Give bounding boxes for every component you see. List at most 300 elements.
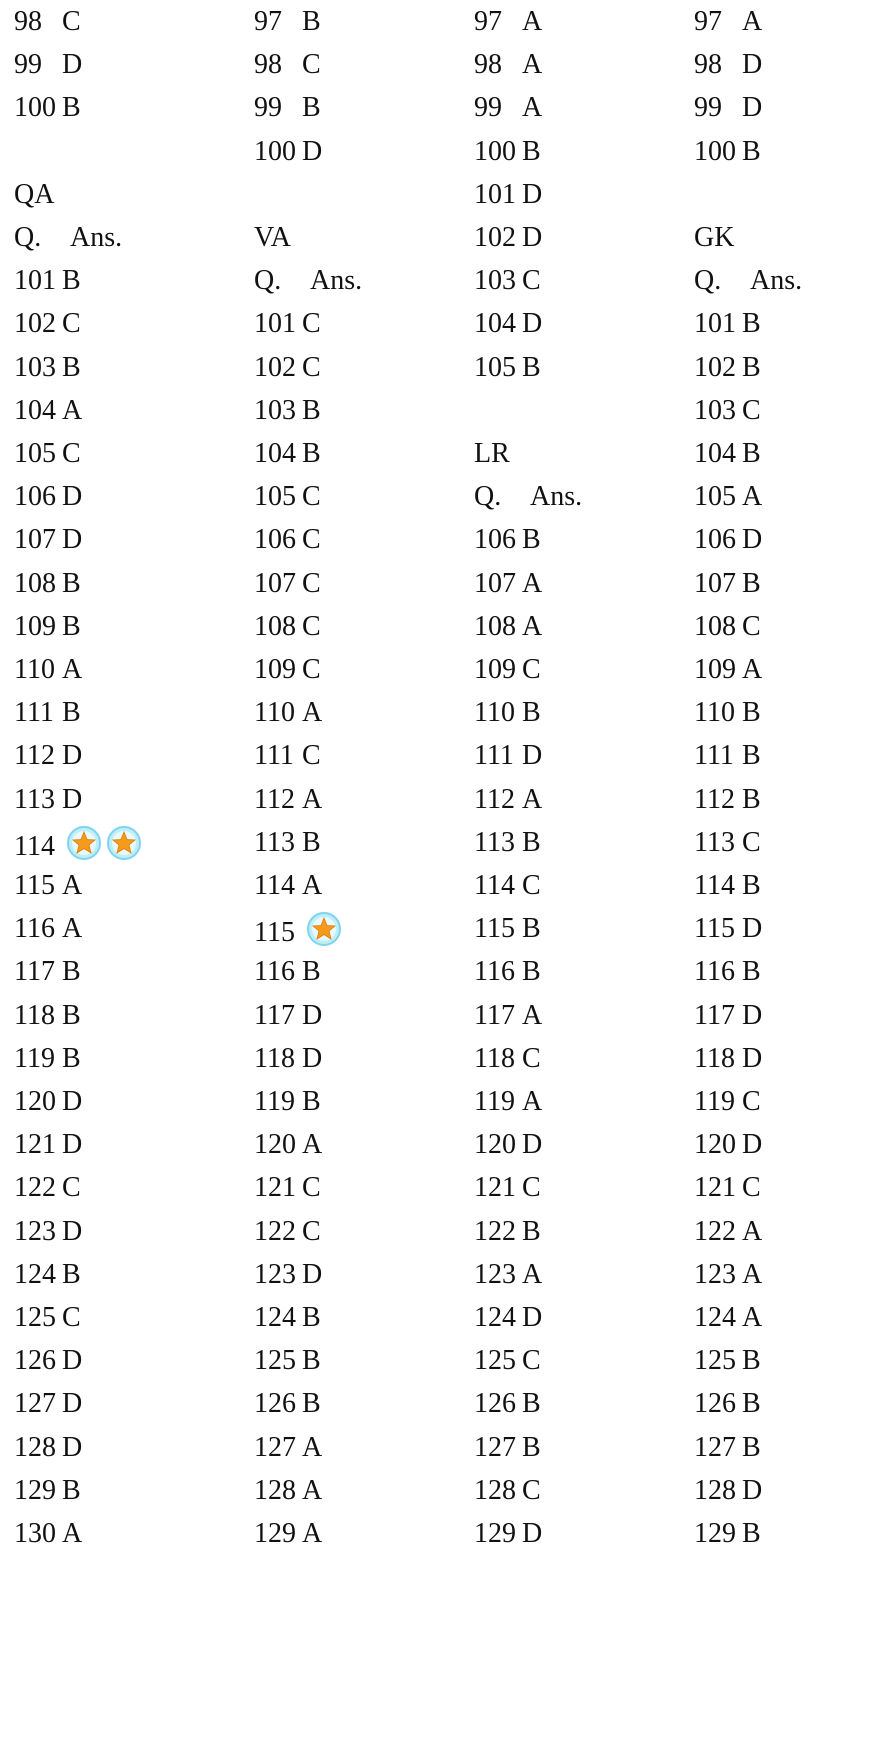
question-number: 126 — [14, 1345, 56, 1377]
answer-row — [254, 782, 322, 818]
answer-letter: B — [742, 697, 761, 729]
answer-row — [474, 738, 542, 774]
answer-row — [474, 47, 542, 83]
answer-header: Ans. — [310, 265, 363, 297]
question-number: 114 — [694, 870, 735, 901]
question-number: 102 — [694, 351, 736, 383]
answer-row — [254, 1473, 322, 1509]
answer-row — [254, 350, 321, 386]
answer-row — [14, 47, 82, 83]
column-header — [474, 479, 582, 515]
question-number: 109 — [14, 610, 56, 642]
answer-row — [694, 350, 761, 386]
answer-letter: B — [302, 92, 321, 124]
question-number: 104 — [14, 394, 56, 426]
answer-row — [474, 1257, 542, 1293]
answer-header: Ans. — [70, 222, 123, 253]
answer-row — [254, 522, 321, 558]
question-number: 101 — [694, 308, 736, 340]
answer-letter: B — [742, 1345, 761, 1377]
answer-row — [694, 1386, 761, 1422]
answer-row — [254, 4, 321, 40]
answer-row — [14, 1257, 81, 1293]
answer-letter: B — [62, 1258, 81, 1290]
answer-header: Ans. — [750, 265, 803, 297]
question-number: 115 — [474, 913, 515, 945]
answer-letter: A — [742, 1215, 763, 1247]
question-number: 109 — [254, 654, 296, 685]
answer-letter: B — [742, 1518, 761, 1549]
answer-letter: A — [742, 481, 763, 513]
answer-letter: C — [302, 610, 321, 642]
answer-row — [14, 1430, 82, 1466]
answer-row — [694, 47, 762, 83]
question-number: 104 — [474, 308, 516, 340]
answer-letter: B — [742, 351, 761, 383]
answer-letter: D — [522, 740, 543, 772]
question-number: 125 — [694, 1345, 736, 1377]
answer-row — [254, 47, 321, 83]
question-number: 117 — [14, 956, 55, 988]
answer-letter: D — [302, 999, 323, 1031]
question-number: 125 — [474, 1345, 516, 1377]
answer-letter: A — [742, 1258, 763, 1290]
question-number: 119 — [254, 1086, 295, 1117]
question-number: 105 — [474, 351, 516, 383]
answer-letter: A — [302, 783, 323, 815]
question-number: 129 — [14, 1474, 56, 1506]
question-number: 109 — [474, 654, 516, 685]
answer-letter: B — [742, 783, 761, 815]
answer-row — [254, 90, 321, 126]
answer-row — [254, 609, 321, 645]
question-number: 112 — [14, 740, 55, 772]
answer-letter: A — [522, 49, 543, 81]
question-number: 98 — [474, 49, 502, 81]
answer-letter: A — [302, 1518, 323, 1549]
question-number: 127 — [254, 1431, 296, 1463]
answer-row — [474, 1430, 541, 1466]
answer-letter: A — [62, 870, 83, 901]
answer-row — [14, 1473, 81, 1509]
question-number: 112 — [474, 783, 515, 815]
answer-letter: D — [62, 1129, 83, 1161]
answer-letter: D — [62, 1388, 83, 1420]
answer-letter: B — [522, 697, 541, 729]
answer-row — [14, 1170, 81, 1206]
answer-row — [14, 1343, 82, 1379]
question-number: 127 — [694, 1431, 736, 1463]
question-number: 125 — [14, 1302, 56, 1333]
question-number: 111 — [474, 740, 514, 772]
answer-letter: B — [522, 1215, 541, 1247]
answer-row — [694, 566, 761, 602]
answer-letter: D — [62, 524, 83, 556]
answer-letter: B — [522, 826, 541, 858]
answer-letter: B — [62, 1474, 81, 1506]
answer-row — [254, 998, 322, 1034]
answer-row — [694, 1041, 762, 1077]
question-number: 98 — [694, 49, 722, 81]
answer-letter: B — [742, 438, 761, 469]
answer-letter: C — [302, 308, 321, 340]
answer-row — [694, 1343, 761, 1379]
question-number: 105 — [694, 481, 736, 513]
answer-letter: A — [522, 92, 543, 124]
question-number: 116 — [14, 913, 55, 945]
answer-row — [14, 306, 81, 342]
answer-letter: C — [302, 1215, 321, 1247]
question-number: 120 — [254, 1129, 296, 1161]
question-number: 123 — [254, 1258, 296, 1290]
answer-row — [474, 90, 542, 126]
answer-letter: B — [62, 92, 81, 124]
answer-letter: D — [742, 1129, 763, 1161]
question-number: 122 — [254, 1215, 296, 1247]
question-number: 108 — [474, 610, 516, 642]
answer-letter: B — [742, 1388, 761, 1420]
answer-letter: B — [302, 826, 321, 858]
answer-letter: C — [302, 524, 321, 556]
answer-row — [254, 1343, 321, 1379]
question-number: 110 — [254, 697, 295, 729]
answer-row — [694, 695, 761, 731]
answer-letter: D — [62, 1345, 83, 1377]
answer-row — [254, 1041, 322, 1077]
answer-letter: B — [62, 610, 81, 642]
answer-row — [14, 1041, 81, 1077]
answer-letter: C — [522, 1042, 541, 1074]
question-number: 97 — [694, 6, 722, 37]
question-number: 129 — [254, 1518, 296, 1549]
question-number: 116 — [474, 956, 515, 988]
answer-row — [474, 566, 542, 602]
answer-letter: C — [742, 826, 761, 858]
question-number: 106 — [694, 524, 736, 556]
answer-letter: C — [522, 1345, 541, 1377]
answer-row — [474, 652, 541, 688]
question-number: 102 — [474, 222, 516, 253]
answer-letter: B — [302, 6, 321, 37]
answer-letter: C — [742, 610, 761, 642]
answer-row — [474, 134, 541, 170]
answer-letter: D — [742, 999, 763, 1031]
answer-letter: D — [742, 524, 763, 556]
answer-row — [474, 911, 541, 947]
answer-row — [694, 393, 761, 429]
question-number: 98 — [14, 6, 42, 37]
question-number: 124 — [474, 1302, 516, 1333]
answer-letter: C — [62, 308, 81, 340]
answer-letter: B — [742, 308, 761, 340]
answer-letter: D — [522, 222, 543, 253]
question-number: 100 — [694, 135, 736, 167]
answer-letter: B — [742, 567, 761, 599]
question-number: 128 — [14, 1431, 56, 1463]
answer-letter: C — [522, 870, 541, 901]
answer-letter: B — [62, 999, 81, 1031]
answer-row — [694, 782, 761, 818]
star-icon — [66, 825, 102, 861]
answer-letter: A — [62, 913, 83, 945]
question-number: 120 — [694, 1129, 736, 1161]
answer-row — [694, 998, 762, 1034]
answer-letter: A — [522, 567, 543, 599]
answer-letter: C — [302, 740, 321, 772]
question-header: Q. — [694, 265, 722, 297]
answer-letter: D — [62, 1431, 83, 1463]
answer-letter: D — [62, 481, 83, 513]
answer-letter: C — [62, 1302, 81, 1333]
answer-letter: B — [302, 1302, 321, 1333]
answer-row — [474, 825, 541, 861]
answer-letter: D — [522, 178, 543, 210]
section-label: VA — [254, 222, 291, 253]
question-number: 128 — [474, 1474, 516, 1506]
answer-row — [14, 1386, 82, 1422]
question-number: 106 — [254, 524, 296, 556]
answer-row — [254, 393, 321, 429]
answer-row — [474, 868, 541, 904]
answer-row — [14, 1127, 82, 1163]
answer-letter: A — [302, 1431, 323, 1463]
answer-letter: B — [522, 1431, 541, 1463]
question-number: 120 — [474, 1129, 516, 1161]
question-number: 118 — [694, 1042, 735, 1074]
answer-row — [14, 1516, 82, 1552]
answer-row — [254, 954, 321, 990]
answer-row — [14, 1084, 82, 1120]
answer-letter: B — [302, 956, 321, 988]
question-number: 113 — [14, 783, 55, 815]
answer-letter: D — [742, 1042, 763, 1074]
section-label: LR — [474, 438, 510, 469]
answer-row — [474, 1214, 541, 1250]
answer-letter: B — [302, 438, 321, 469]
question-number: 110 — [694, 697, 735, 729]
question-number: 114 — [14, 830, 55, 862]
question-number: 110 — [474, 697, 515, 729]
answer-letter: A — [522, 1086, 543, 1117]
question-number: 108 — [694, 610, 736, 642]
answer-row — [694, 825, 761, 861]
answer-letter: B — [302, 394, 321, 426]
answer-row — [474, 220, 542, 256]
answer-row — [474, 954, 541, 990]
question-number: 108 — [14, 567, 56, 599]
answer-letter: A — [302, 870, 323, 901]
answer-row — [14, 263, 81, 299]
answer-letter: A — [522, 610, 543, 642]
answer-letter: B — [742, 956, 761, 988]
answer-letter: C — [62, 438, 81, 469]
answer-row — [694, 1257, 762, 1293]
answer-row — [14, 436, 81, 472]
question-number: 119 — [694, 1086, 735, 1117]
question-number: 126 — [254, 1388, 296, 1420]
star-icon — [106, 825, 142, 861]
answer-letter: B — [522, 913, 541, 945]
answer-row — [254, 1430, 322, 1466]
question-number: 99 — [694, 92, 722, 124]
question-number: 121 — [254, 1172, 296, 1204]
answer-row — [14, 522, 82, 558]
answer-row — [694, 1430, 761, 1466]
answer-letter: D — [62, 1086, 83, 1117]
answer-row — [474, 1300, 542, 1336]
question-number: 121 — [694, 1172, 736, 1204]
question-number: 101 — [474, 178, 516, 210]
question-number: 113 — [474, 826, 515, 858]
answer-row — [694, 134, 761, 170]
answer-row — [694, 911, 762, 947]
answer-letter: C — [742, 1172, 761, 1204]
question-number: 111 — [694, 740, 734, 772]
answer-letter: C — [302, 567, 321, 599]
section-label: QA — [14, 178, 55, 210]
answer-letter: A — [62, 654, 83, 685]
question-number: 106 — [474, 524, 516, 556]
question-number: 102 — [14, 308, 56, 340]
answer-row — [474, 1127, 542, 1163]
answer-row — [694, 90, 762, 126]
question-number: 129 — [474, 1518, 516, 1549]
answer-letter: B — [522, 351, 541, 383]
answer-row — [694, 1300, 762, 1336]
question-number: 119 — [474, 1086, 515, 1117]
answer-letter: A — [742, 654, 763, 685]
question-number: 128 — [694, 1474, 736, 1506]
answer-letter: A — [302, 1474, 323, 1506]
answer-row — [14, 609, 81, 645]
question-number: 120 — [14, 1086, 56, 1117]
question-number: 107 — [694, 567, 736, 599]
answer-letter: A — [522, 999, 543, 1031]
question-number: 121 — [14, 1129, 56, 1161]
answer-row — [254, 1516, 322, 1552]
question-number: 104 — [254, 438, 296, 469]
answer-letter: D — [742, 1474, 763, 1506]
answer-letter: C — [742, 394, 761, 426]
answer-row — [694, 652, 762, 688]
question-number: 105 — [254, 481, 296, 513]
answer-header: Ans. — [530, 481, 583, 513]
answer-letter: A — [742, 6, 763, 37]
question-header: Q. — [474, 481, 502, 513]
question-number: 113 — [254, 826, 295, 858]
question-number: 123 — [14, 1215, 56, 1247]
answer-row — [694, 522, 762, 558]
answer-letter: B — [62, 697, 81, 729]
answer-letter: D — [522, 1302, 543, 1333]
answer-row — [694, 1127, 762, 1163]
answer-letter: C — [62, 1172, 81, 1204]
answer-row — [14, 868, 82, 904]
answer-row — [254, 1386, 321, 1422]
answer-row — [14, 998, 81, 1034]
answer-row — [254, 306, 321, 342]
question-number: 110 — [14, 654, 55, 685]
answer-letter: D — [302, 1042, 323, 1074]
answer-row — [254, 738, 321, 774]
answer-row — [14, 350, 81, 386]
answer-letter: D — [302, 135, 323, 167]
answer-row — [254, 868, 322, 904]
answer-row — [254, 1127, 322, 1163]
answer-row — [474, 177, 542, 213]
answer-row — [474, 782, 542, 818]
question-number: 127 — [14, 1388, 56, 1420]
answer-letter: B — [62, 956, 81, 988]
answer-row — [254, 1214, 321, 1250]
answer-letter: C — [522, 265, 541, 297]
question-number: 126 — [474, 1388, 516, 1420]
column-header — [14, 220, 122, 256]
answer-row — [474, 350, 541, 386]
answer-letter: C — [302, 49, 321, 81]
answer-letter: C — [302, 481, 321, 513]
answer-row — [694, 479, 762, 515]
answer-letter: A — [302, 697, 323, 729]
question-number: 101 — [254, 308, 296, 340]
answer-letter: D — [302, 1258, 323, 1290]
answer-row — [14, 479, 82, 515]
star-icon — [306, 911, 342, 947]
answer-letter: D — [62, 740, 83, 772]
question-number: 119 — [14, 1042, 55, 1074]
answer-row — [254, 1300, 321, 1336]
question-number: 107 — [474, 567, 516, 599]
answer-letter: B — [302, 1086, 321, 1117]
question-number: 97 — [254, 6, 282, 37]
answer-letter: A — [302, 1129, 323, 1161]
answer-letter: D — [742, 49, 763, 81]
question-number: 101 — [14, 265, 56, 297]
answer-row — [694, 868, 761, 904]
answer-row — [14, 911, 82, 947]
answer-row — [14, 1214, 82, 1250]
answer-letter: C — [522, 1474, 541, 1506]
answer-letter: D — [742, 913, 763, 945]
question-number: 115 — [254, 917, 295, 949]
question-number: 100 — [474, 135, 516, 167]
answer-row — [14, 90, 81, 126]
section-title — [694, 220, 734, 256]
answer-row — [254, 1170, 321, 1206]
answer-letter: B — [742, 1431, 761, 1463]
answer-row — [14, 782, 82, 818]
question-number: 100 — [254, 135, 296, 167]
question-number: 118 — [474, 1042, 515, 1074]
question-number: 103 — [474, 265, 516, 297]
question-number: 122 — [474, 1215, 516, 1247]
question-number: 124 — [694, 1302, 736, 1333]
answer-row — [474, 263, 541, 299]
question-number: 108 — [254, 610, 296, 642]
question-number: 122 — [14, 1172, 56, 1204]
answer-row — [14, 393, 82, 429]
question-number: 117 — [254, 999, 295, 1031]
answer-letter: D — [522, 1518, 543, 1549]
answer-row — [474, 1386, 541, 1422]
answer-letter: D — [742, 92, 763, 124]
answer-row — [694, 738, 761, 774]
answer-row — [14, 1300, 81, 1336]
answer-letter: A — [62, 394, 83, 426]
section-title — [474, 436, 510, 472]
question-number: 105 — [14, 438, 56, 469]
answer-row — [254, 825, 321, 861]
